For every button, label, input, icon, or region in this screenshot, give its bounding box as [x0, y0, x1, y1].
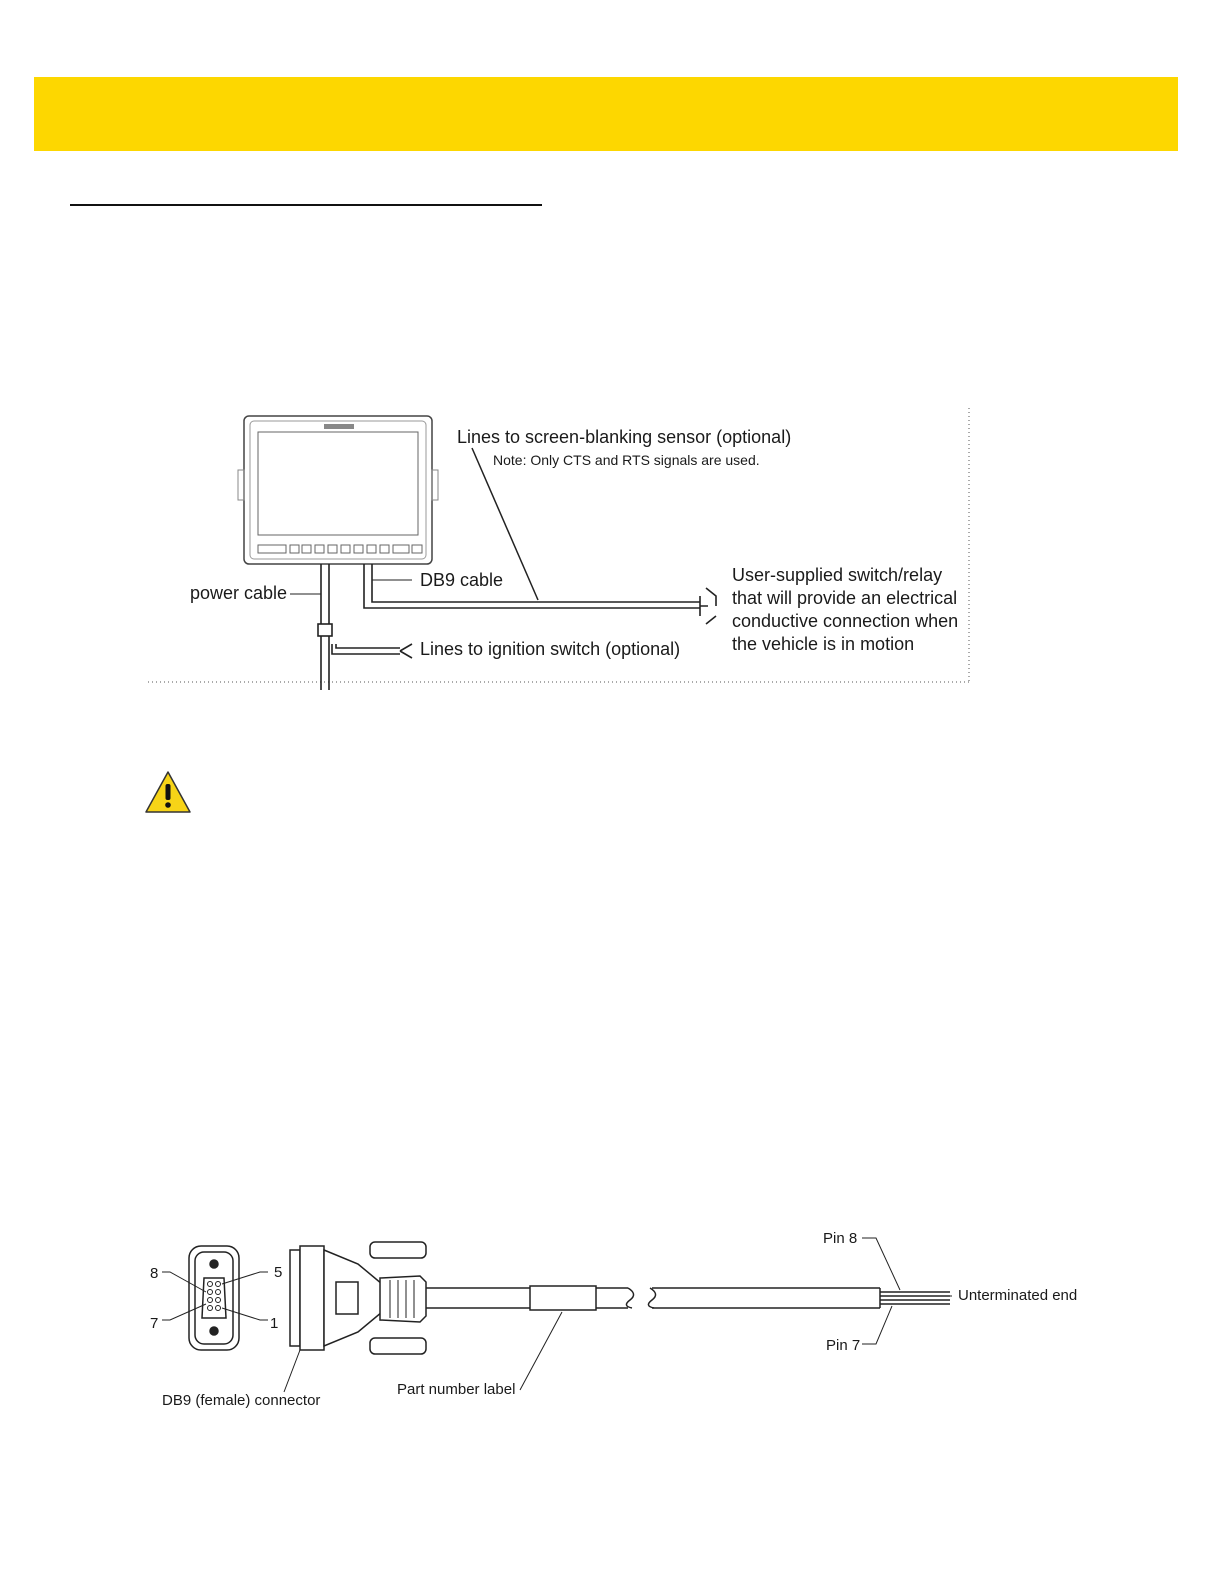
- pin8-leader: [862, 1238, 900, 1290]
- unterminated-end-label: Unterminated end: [958, 1287, 1078, 1304]
- pin-number-5: 5: [274, 1264, 283, 1281]
- screen-sensor-label: Lines to screen-blanking sensor (optional): [457, 427, 792, 447]
- pin8-label: Pin 8: [823, 1230, 858, 1247]
- db9-connector-label: DB9 (female) connector: [162, 1392, 321, 1409]
- relay-label-line-1: User-supplied switch/relay: [732, 565, 943, 585]
- ignition-lines-label: Lines to ignition switch (optional): [420, 639, 681, 659]
- chapter-header-bar: [34, 77, 1178, 151]
- pin-number-8: 8: [150, 1265, 159, 1282]
- power-cable-line: [318, 564, 412, 690]
- vehicle-terminal-illustration: [238, 416, 438, 564]
- pin-number-1: 1: [270, 1315, 279, 1332]
- db9-connector-body: [290, 1242, 426, 1354]
- part-number-leader: [520, 1312, 562, 1390]
- power-cable-label: power cable: [190, 583, 288, 603]
- section-title-underline: [70, 204, 542, 206]
- screen-blanking-wiring-figure: [140, 400, 980, 690]
- relay-label-line-2: that will provide an electrical: [732, 588, 958, 608]
- cts-rts-note: Note: Only CTS and RTS signals are used.: [493, 452, 760, 468]
- connector-leader: [284, 1350, 300, 1392]
- pin7-leader: [862, 1306, 892, 1344]
- pin-number-7: 7: [150, 1315, 159, 1332]
- db9-cable-line: [364, 564, 716, 624]
- db9-cable-label: DB9 cable: [420, 570, 504, 590]
- db9-connector-face: [162, 1246, 268, 1350]
- pin7-label: Pin 7: [826, 1337, 861, 1354]
- relay-label-line-3: conductive connection when: [732, 611, 959, 631]
- part-number-label: Part number label: [397, 1381, 516, 1398]
- relay-label-line-4: the vehicle is in motion: [732, 634, 915, 654]
- caution-triangle-icon: [144, 770, 192, 814]
- db9-cable-drawing: [140, 1220, 1100, 1420]
- db9-cable-body: [426, 1286, 950, 1310]
